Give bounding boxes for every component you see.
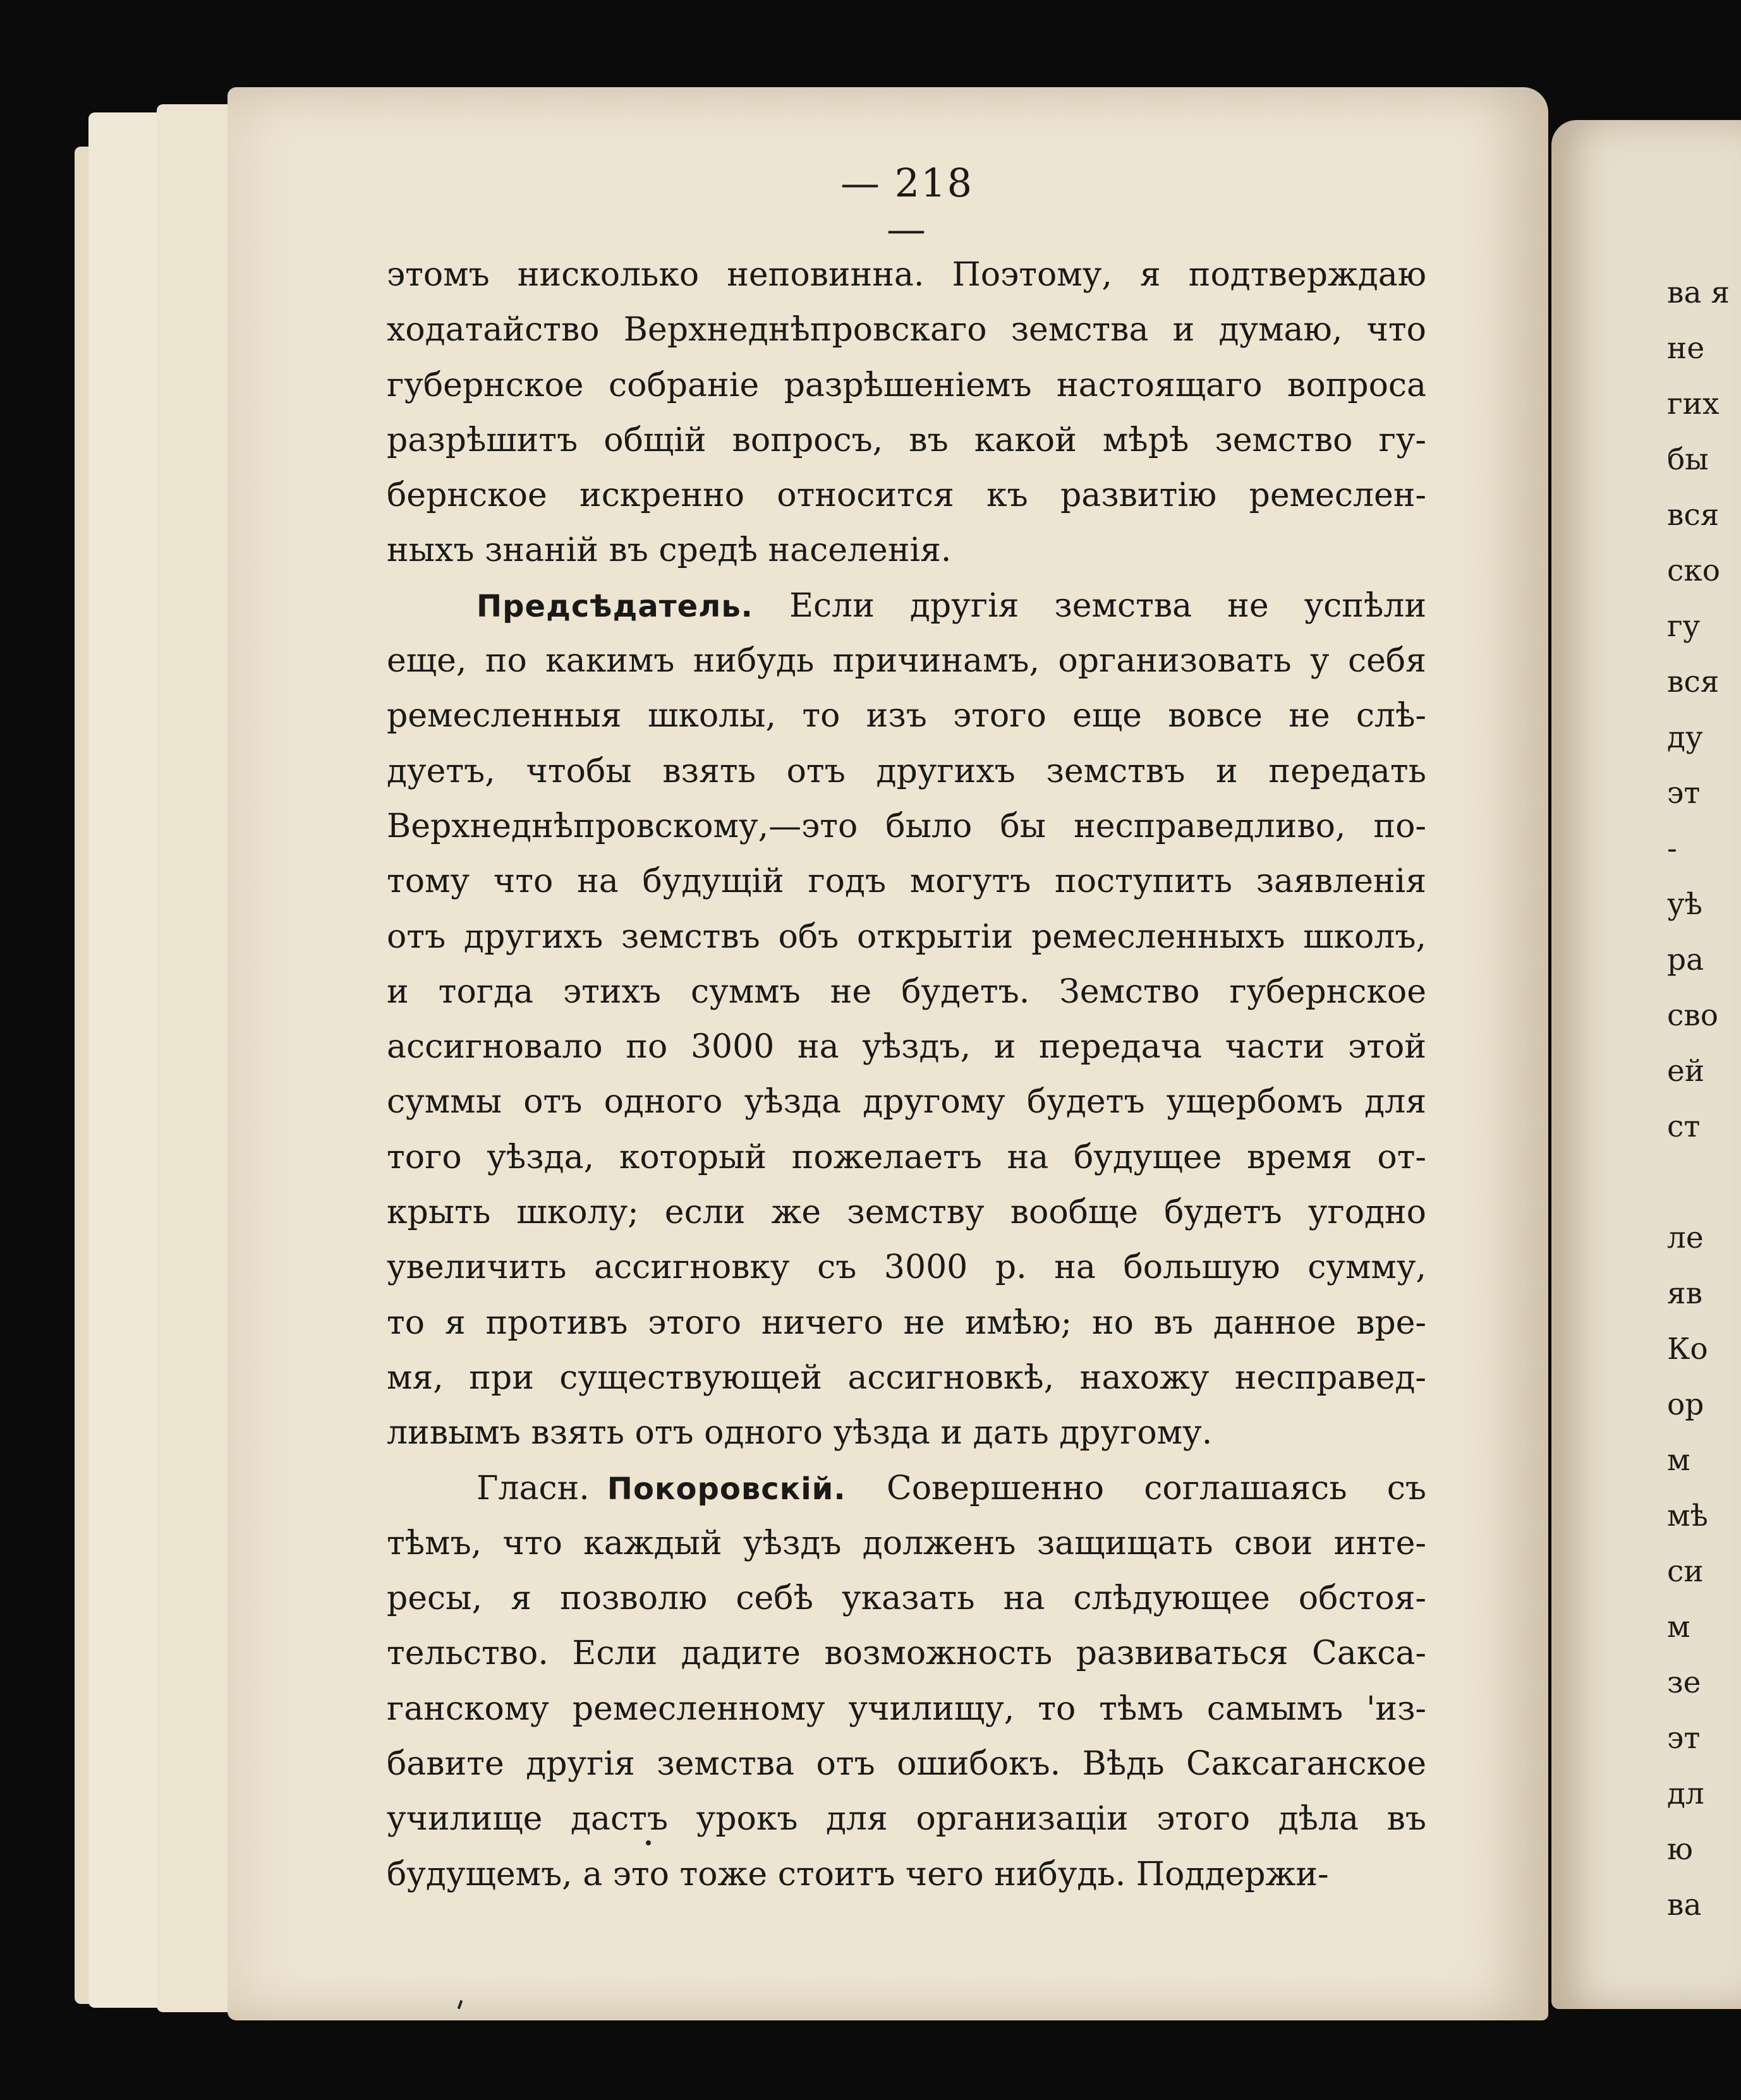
facing-page-fragment: ва я [1667,275,1730,310]
facing-page-fragment: ле [1667,1221,1704,1255]
text-line [387,1296,1426,1351]
facing-page-fragment: зе [1667,1665,1701,1700]
line-text: тому что на будущій годъ могутъ поступить заявленія [387,862,1426,901]
text-line [387,1461,1426,1516]
facing-page-fragment: - [1667,831,1677,866]
line-text: этомъ нисколько неповинна. Поэтому, я подтверждаю [387,256,1426,294]
line-text: училище дастъ урокъ для организаціи этого дѣла въ [387,1800,1426,1838]
text-line [387,910,1426,965]
line-text: ливымъ взять отъ одного уѣзда и дать другому. [387,1414,1213,1452]
line-text: бернское искренно относится къ развитію ремеслен- [387,476,1426,515]
line-text: Совершенно соглашаясь съ [886,1469,1426,1507]
text-line [387,1516,1426,1571]
facing-page-fragment: гу [1667,609,1701,644]
facing-page-text [1667,265,1730,1933]
text-line [387,1075,1426,1130]
line-text: ганскому ремесленному училищу, то тѣмъ самымъ 'из- [387,1689,1426,1728]
line-text: суммы отъ одного уѣзда другому будетъ ущербомъ для [387,1083,1426,1121]
text-line [387,1792,1426,1847]
facing-page-fragment: м [1667,1443,1690,1478]
text-line [387,468,1426,523]
facing-page-fragment: бы [1667,442,1709,477]
facing-page-fragment: м [1667,1610,1690,1644]
line-text: ремесленныя школы, то изъ этого еще вовсе не слѣ- [387,697,1426,735]
speaker-name: Покоровскій. [607,1471,887,1507]
line-text: крыть школу; если же земству вообще будетъ угодно [387,1193,1426,1232]
text-line [387,854,1426,909]
facing-page-fragment: ст [1667,1109,1701,1144]
line-text: Если другія земства не успѣли [789,586,1427,625]
page-body [387,248,1426,1902]
text-line [387,358,1426,413]
text-line [387,303,1426,358]
speaker-name: Предсѣдатель. [476,588,790,624]
facing-page-fragment: вся [1667,665,1720,699]
facing-page-fragment: не [1667,331,1705,366]
text-line [387,634,1426,689]
line-text: ресы, я позволю себѣ указать на слѣдующее обстоя- [387,1579,1426,1618]
facing-page-fragment: ско [1667,553,1720,588]
line-text: ассигновало по 3000 на уѣздъ, и передача части этой [387,1028,1426,1066]
facing-page-fragment: ду [1667,720,1703,755]
text-line [387,689,1426,744]
line-text: тельство. Если дадите возможность развиваться Сакса- [387,1634,1426,1673]
speaker-title: Гласн. [476,1469,590,1507]
text-line [387,523,1426,578]
text-line [387,965,1426,1020]
facing-page-fragment: эт [1667,1721,1701,1756]
text-line [387,1571,1426,1626]
facing-page-fragment: ю [1667,1832,1693,1867]
line-text: Верхнеднѣпровскому,—это было бы несправедливо, по- [387,807,1426,845]
line-text: и тогда этихъ суммъ не будетъ. Земство губернское [387,972,1426,1011]
text-line [387,1737,1426,1792]
facing-page-fragment: гих [1667,387,1720,421]
text-line [387,1847,1426,1902]
text-line [387,248,1426,303]
text-line [387,413,1426,468]
line-text: то я противъ этого ничего не имѣю; но въ данное вре- [387,1303,1426,1342]
text-line [387,1240,1426,1295]
line-text: будущемъ, а это тоже стоитъ чего нибудь. Поддержи- [387,1855,1329,1893]
facing-page-fragment: эт [1667,776,1701,811]
text-line [387,1626,1426,1681]
line-text: увеличить ассигновку съ 3000 р. на большую сумму, [387,1248,1426,1287]
line-text: еще, по какимъ нибудь причинамъ, организовать у себя [387,642,1426,680]
line-text: бавите другія земства отъ ошибокъ. Вѣдь Саксаганское [387,1745,1426,1783]
text-line [387,1351,1426,1406]
line-text: ходатайство Верхнеднѣпровскаго земства и думаю, что [387,311,1426,349]
facing-page-fragment: Ко [1667,1332,1708,1367]
line-text: губернское собраніе разрѣшеніемъ настоящаго вопроса [387,366,1426,404]
facing-page-fragment: уѣ [1667,887,1702,922]
text-line [387,744,1426,799]
text-line [387,1406,1426,1461]
line-text: мя, при существующей ассигновкѣ, нахожу несправед- [387,1358,1426,1397]
facing-page-fragment: си [1667,1554,1704,1589]
page-number: — 218 — [840,160,974,252]
ink-mark [646,1840,651,1845]
facing-page-fragment: сво [1667,998,1719,1033]
line-text: ныхъ знаній въ средѣ населенія. [387,531,952,570]
line-text: того уѣзда, который пожелаетъ на будущее время от- [387,1138,1426,1176]
facing-page-fragment: мѣ [1667,1499,1708,1533]
line-text: отъ другихъ земствъ объ открытіи ремесленныхъ школъ, [387,917,1426,956]
text-line [387,579,1426,634]
facing-page-fragment: яв [1667,1276,1703,1311]
facing-page-fragment: ей [1667,1054,1705,1089]
facing-page-fragment [1667,1155,1718,1210]
text-line [387,1682,1426,1737]
text-line [387,1130,1426,1185]
text-line [387,799,1426,854]
facing-page-fragment: ва [1667,1888,1702,1922]
facing-page-fragment: ор [1667,1387,1704,1422]
line-text: разрѣшитъ общій вопросъ, въ какой мѣрѣ земство гу- [387,421,1426,459]
facing-page-fragment: ра [1667,943,1704,977]
text-line [387,1185,1426,1240]
text-line [387,1020,1426,1075]
line-text: дуетъ, чтобы взять отъ другихъ земствъ и передать [387,752,1426,790]
line-text: тѣмъ, что каждый уѣздъ долженъ защищать свои инте- [387,1524,1426,1562]
facing-page-fragment: дл [1667,1777,1704,1811]
facing-page-fragment: вся [1667,498,1720,533]
